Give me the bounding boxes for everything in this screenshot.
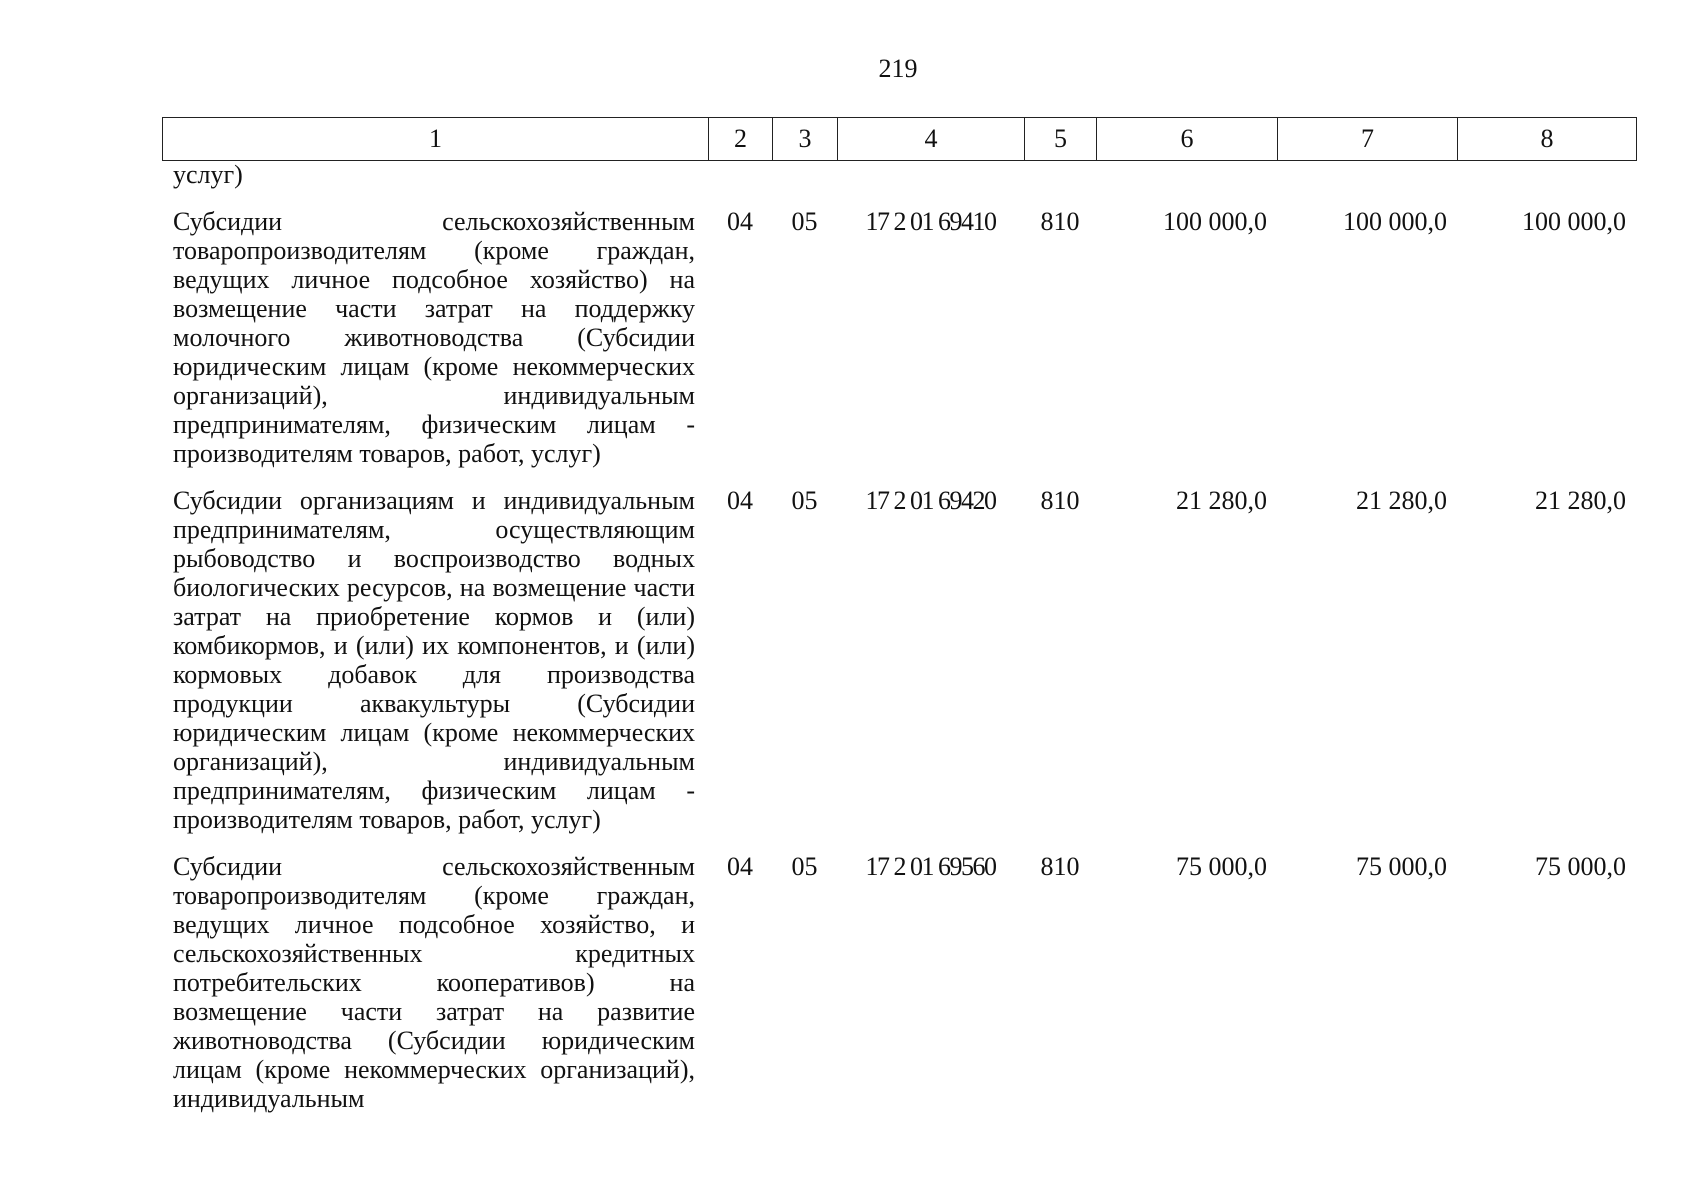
column-header-1: 1 (163, 118, 709, 161)
row-expense-type-code: 810 (1040, 486, 1080, 515)
column-header-4: 4 (838, 118, 1025, 161)
row-target-article-code: 17 2 01 69560 (865, 852, 996, 881)
table-row (162, 852, 1636, 1113)
row-subsection-code: 05 (791, 486, 818, 515)
row-section-code: 04 (727, 852, 753, 881)
row-amount-col6: 21 280,0 (1176, 486, 1267, 515)
row-amount-col7: 21 280,0 (1356, 486, 1447, 515)
page-number: 219 (878, 54, 918, 83)
continuation-text: услуг) (173, 160, 243, 189)
column-header-2: 2 (709, 118, 773, 161)
row-name: Субсидии сельскохозяйственным товаропроизводителям (кроме граждан, ведущих личное подсобное хозяйство) на возмещение части затрат на поддержку молочного животноводства (Субсидии юридическим лицам (кроме некоммерческих организаций), индивидуальным предпринимателям, физическим лицам - производителям товаров, работ, услуг) (173, 207, 695, 468)
row-amount-col7: 75 000,0 (1356, 852, 1447, 881)
row-amount-col8: 21 280,0 (1535, 486, 1626, 515)
table-row (162, 207, 1636, 468)
row-target-article-code: 17 2 01 69410 (865, 207, 996, 236)
column-header-8: 8 (1458, 118, 1637, 161)
column-header-row (163, 118, 1637, 161)
column-header-6: 6 (1097, 118, 1278, 161)
row-amount-col8: 100 000,0 (1522, 207, 1626, 236)
row-expense-type-code: 810 (1040, 207, 1080, 236)
row-expense-type-code: 810 (1040, 852, 1080, 881)
row-target-article-code: 17 2 01 69420 (865, 486, 996, 515)
row-subsection-code: 05 (791, 207, 818, 236)
table-row (162, 486, 1636, 834)
row-section-code: 04 (727, 486, 753, 515)
row-name: Субсидии сельскохозяйственным товаропроизводителям (кроме граждан, ведущих личное подсобное хозяйство, и сельскохозяйственных кредитных потребительских кооперативов) на возмещение части затрат на развитие животноводства (Субсидии юридическим лицам (кроме некоммерческих организаций), индивидуальным (173, 852, 695, 1113)
table-body (162, 160, 1636, 1113)
column-header-7: 7 (1278, 118, 1458, 161)
row-section-code: 04 (727, 207, 753, 236)
row-name: Субсидии организациям и индивидуальным предпринимателям, осуществляющим рыбоводство и воспроизводство водных биологических ресурсов, на возмещение части затрат на приобретение кормов и (или) комбикормов, и (или) их компонентов, и (или) кормовых добавок для производства продукции аквакультуры (Субсидии юридическим лицам (кроме некоммерческих организаций), индивидуальным предпринимателям, физическим лицам - производителям товаров, работ, услуг) (173, 486, 695, 834)
row-amount-col8: 75 000,0 (1535, 852, 1626, 881)
column-header-5: 5 (1025, 118, 1097, 161)
column-header-3: 3 (773, 118, 838, 161)
row-amount-col6: 75 000,0 (1176, 852, 1267, 881)
row-amount-col6: 100 000,0 (1163, 207, 1267, 236)
row-subsection-code: 05 (791, 852, 818, 881)
column-header-table (162, 117, 1637, 161)
row-amount-col7: 100 000,0 (1343, 207, 1447, 236)
